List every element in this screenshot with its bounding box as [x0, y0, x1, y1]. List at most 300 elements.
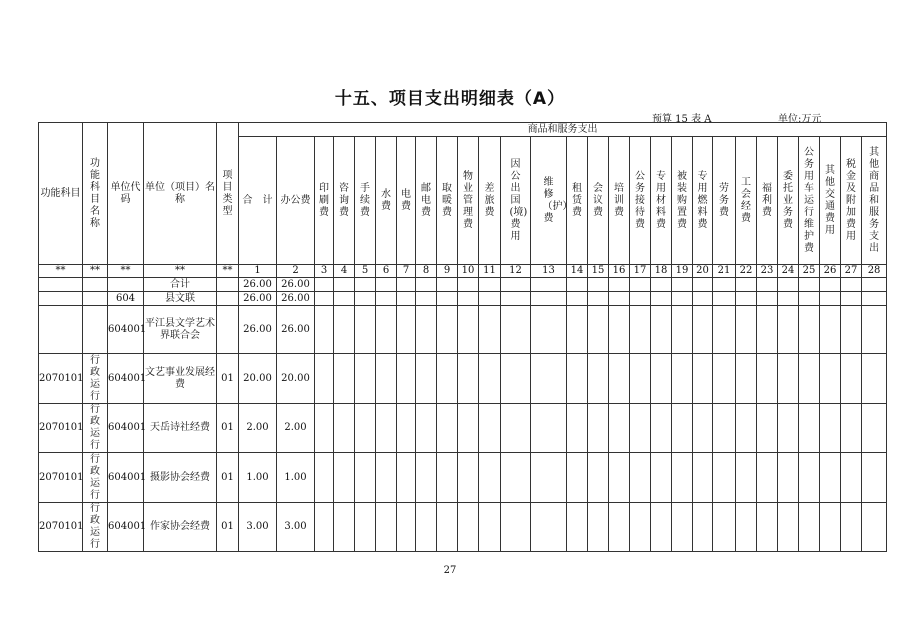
cell-empty: [334, 306, 355, 354]
header-item-4: 咨询费: [334, 137, 355, 265]
cell-office-expense: 3.00: [277, 503, 315, 552]
column-index-cell: 14: [567, 265, 588, 278]
column-index-cell: 5: [355, 265, 376, 278]
cell-empty: [693, 503, 713, 552]
cell-empty: [376, 404, 397, 453]
cell-subject-name: 行政运行: [83, 503, 108, 552]
column-index-cell: 15: [588, 265, 609, 278]
cell-empty: [437, 404, 458, 453]
cell-empty: [397, 503, 416, 552]
header-item-10: 物业管理费: [458, 137, 479, 265]
cell-empty: [397, 292, 416, 306]
cell-subject-name: [83, 292, 108, 306]
cell-empty: [862, 306, 887, 354]
cell-unit-name: 平江县文学艺术界联合会: [144, 306, 217, 354]
column-index-cell: 11: [479, 265, 501, 278]
cell-empty: [693, 292, 713, 306]
cell-unit-code: [108, 278, 144, 292]
cell-empty: [416, 453, 437, 503]
cell-empty: [416, 404, 437, 453]
cell-empty: [672, 503, 693, 552]
cell-empty: [397, 404, 416, 453]
cell-empty: [501, 354, 531, 404]
cell-total: 2.00: [239, 404, 277, 453]
cell-empty: [841, 503, 862, 552]
cell-empty: [531, 503, 567, 552]
cell-unit-name: 合计: [144, 278, 217, 292]
cell-empty: [567, 292, 588, 306]
header-item-24: 委托业务费: [778, 137, 799, 265]
cell-empty: [588, 306, 609, 354]
cell-total: 1.00: [239, 453, 277, 503]
cell-empty: [609, 503, 630, 552]
cell-empty: [820, 278, 841, 292]
header-item-26: 其他交通费用: [820, 137, 841, 265]
cell-empty: [416, 292, 437, 306]
cell-empty: [334, 292, 355, 306]
cell-empty: [416, 354, 437, 404]
cell-function-code: 2070101: [39, 503, 83, 552]
cell-empty: [531, 453, 567, 503]
cell-unit-code: 604001: [108, 404, 144, 453]
header-office-expense: 办公费: [277, 137, 315, 265]
cell-empty: [778, 278, 799, 292]
cell-empty: [355, 278, 376, 292]
cell-subject-name: 行政运行: [83, 453, 108, 503]
column-index-cell: 18: [651, 265, 672, 278]
cell-empty: [862, 278, 887, 292]
cell-empty: [458, 292, 479, 306]
cell-empty: [334, 453, 355, 503]
cell-empty: [376, 453, 397, 503]
cell-empty: [416, 278, 437, 292]
cell-unit-name: 作家协会经费: [144, 503, 217, 552]
cell-empty: [736, 453, 757, 503]
cell-office-expense: 1.00: [277, 453, 315, 503]
header-item-13: 维修（护）费: [531, 137, 567, 265]
column-index-cell: **: [144, 265, 217, 278]
column-index-cell: 16: [609, 265, 630, 278]
cell-subject-name: 行政运行: [83, 354, 108, 404]
cell-empty: [397, 306, 416, 354]
table-row: [39, 354, 887, 404]
header-item-15: 会议费: [588, 137, 609, 265]
cell-empty: [609, 453, 630, 503]
cell-empty: [713, 354, 736, 404]
cell-empty: [630, 503, 651, 552]
cell-empty: [672, 453, 693, 503]
header-item-23: 福利费: [757, 137, 778, 265]
cell-total: 3.00: [239, 503, 277, 552]
cell-empty: [437, 354, 458, 404]
cell-empty: [693, 278, 713, 292]
column-index-cell: 24: [778, 265, 799, 278]
cell-empty: [820, 503, 841, 552]
cell-empty: [736, 306, 757, 354]
cell-unit-code: 604001: [108, 503, 144, 552]
cell-empty: [609, 306, 630, 354]
header-item-6: 水费: [376, 137, 397, 265]
cell-unit-name: 天岳诗社经费: [144, 404, 217, 453]
cell-empty: [841, 453, 862, 503]
column-index-cell: **: [217, 265, 239, 278]
cell-empty: [567, 306, 588, 354]
cell-empty: [397, 453, 416, 503]
cell-empty: [416, 306, 437, 354]
cell-empty: [588, 292, 609, 306]
cell-empty: [778, 503, 799, 552]
cell-empty: [479, 453, 501, 503]
header-item-8: 邮电费: [416, 137, 437, 265]
cell-function-code: [39, 278, 83, 292]
cell-empty: [736, 292, 757, 306]
cell-empty: [376, 278, 397, 292]
cell-empty: [862, 404, 887, 453]
header-item-5: 手续费: [355, 137, 376, 265]
cell-empty: [458, 306, 479, 354]
cell-empty: [841, 292, 862, 306]
cell-empty: [355, 354, 376, 404]
header-item-22: 工会经费: [736, 137, 757, 265]
cell-empty: [501, 292, 531, 306]
cell-unit-name: 县文联: [144, 292, 217, 306]
cell-empty: [778, 354, 799, 404]
cell-empty: [479, 292, 501, 306]
cell-empty: [355, 292, 376, 306]
column-index-cell: 13: [531, 265, 567, 278]
budget-table-ref: 预算 15 表 A: [652, 114, 712, 125]
cell-empty: [672, 404, 693, 453]
expenditure-table: [38, 122, 887, 552]
cell-empty: [437, 306, 458, 354]
cell-function-code: 2070101: [39, 404, 83, 453]
cell-empty: [437, 278, 458, 292]
cell-empty: [713, 453, 736, 503]
column-index-cell: 12: [501, 265, 531, 278]
cell-empty: [355, 404, 376, 453]
table-row: [39, 503, 887, 552]
cell-function-code: 2070101: [39, 354, 83, 404]
cell-empty: [757, 292, 778, 306]
cell-empty: [713, 503, 736, 552]
cell-empty: [531, 404, 567, 453]
cell-empty: [820, 354, 841, 404]
cell-empty: [315, 453, 334, 503]
header-item-25: 公务用车运行维护费: [799, 137, 820, 265]
cell-empty: [757, 278, 778, 292]
column-index-cell: 2: [277, 265, 315, 278]
cell-empty: [588, 278, 609, 292]
cell-unit-code: 604: [108, 292, 144, 306]
column-index-cell: 6: [376, 265, 397, 278]
cell-empty: [757, 404, 778, 453]
cell-empty: [651, 306, 672, 354]
cell-empty: [672, 306, 693, 354]
cell-unit-code: 604001: [108, 306, 144, 354]
cell-empty: [693, 453, 713, 503]
cell-empty: [630, 306, 651, 354]
cell-empty: [820, 292, 841, 306]
cell-office-expense: 26.00: [277, 278, 315, 292]
cell-project-type: 01: [217, 354, 239, 404]
cell-empty: [651, 404, 672, 453]
cell-empty: [862, 292, 887, 306]
column-index-cell: 26: [820, 265, 841, 278]
cell-empty: [799, 292, 820, 306]
cell-empty: [315, 306, 334, 354]
cell-empty: [713, 404, 736, 453]
cell-empty: [531, 354, 567, 404]
cell-empty: [376, 354, 397, 404]
header-total: 合 计: [239, 137, 277, 265]
header-functional-subject: 功能科目: [39, 123, 83, 265]
cell-empty: [713, 306, 736, 354]
cell-empty: [778, 453, 799, 503]
cell-empty: [567, 453, 588, 503]
cell-total: 26.00: [239, 278, 277, 292]
header-item-27: 税金及附加费用: [841, 137, 862, 265]
page-title: 十五、项目支出明细表（A）: [334, 89, 566, 109]
cell-total: 26.00: [239, 306, 277, 354]
cell-empty: [416, 503, 437, 552]
cell-empty: [334, 278, 355, 292]
cell-empty: [651, 278, 672, 292]
cell-empty: [531, 278, 567, 292]
cell-empty: [841, 404, 862, 453]
cell-empty: [315, 503, 334, 552]
cell-empty: [437, 292, 458, 306]
cell-empty: [567, 503, 588, 552]
column-index-cell: **: [108, 265, 144, 278]
header-unit-name: 单位（项目）名称: [144, 123, 217, 265]
cell-empty: [820, 453, 841, 503]
cell-empty: [862, 354, 887, 404]
header-item-21: 劳务费: [713, 137, 736, 265]
header-item-20: 专用燃料费: [693, 137, 713, 265]
cell-empty: [862, 453, 887, 503]
cell-unit-code: 604001: [108, 354, 144, 404]
cell-empty: [799, 306, 820, 354]
column-index-cell: 23: [757, 265, 778, 278]
cell-unit-code: 604001: [108, 453, 144, 503]
cell-empty: [841, 354, 862, 404]
cell-empty: [458, 278, 479, 292]
column-index-cell: 27: [841, 265, 862, 278]
cell-empty: [799, 278, 820, 292]
cell-project-type: [217, 306, 239, 354]
header-item-9: 取暖费: [437, 137, 458, 265]
cell-function-code: [39, 306, 83, 354]
column-index-cell: 20: [693, 265, 713, 278]
cell-empty: [458, 503, 479, 552]
column-index-cell: 10: [458, 265, 479, 278]
cell-office-expense: 26.00: [277, 292, 315, 306]
cell-empty: [397, 354, 416, 404]
cell-project-type: [217, 292, 239, 306]
header-item-3: 印刷费: [315, 137, 334, 265]
cell-empty: [588, 503, 609, 552]
cell-subject-name: 行政运行: [83, 404, 108, 453]
cell-function-code: 2070101: [39, 453, 83, 503]
column-index-cell: 22: [736, 265, 757, 278]
cell-empty: [799, 404, 820, 453]
cell-empty: [458, 354, 479, 404]
cell-empty: [630, 404, 651, 453]
cell-subject-name: [83, 306, 108, 354]
cell-empty: [501, 503, 531, 552]
cell-empty: [588, 404, 609, 453]
cell-empty: [479, 404, 501, 453]
cell-empty: [501, 404, 531, 453]
cell-empty: [458, 453, 479, 503]
header-goods-services-group: 商品和服务支出: [239, 123, 887, 137]
cell-empty: [651, 503, 672, 552]
cell-empty: [609, 292, 630, 306]
cell-empty: [437, 453, 458, 503]
cell-empty: [820, 404, 841, 453]
cell-office-expense: 20.00: [277, 354, 315, 404]
cell-empty: [315, 404, 334, 453]
cell-empty: [315, 354, 334, 404]
cell-empty: [672, 292, 693, 306]
cell-empty: [479, 354, 501, 404]
cell-project-type: 01: [217, 503, 239, 552]
cell-empty: [757, 453, 778, 503]
cell-empty: [862, 503, 887, 552]
header-item-14: 租赁费: [567, 137, 588, 265]
cell-empty: [479, 503, 501, 552]
cell-empty: [693, 404, 713, 453]
table-row: [39, 453, 887, 503]
cell-total: 26.00: [239, 292, 277, 306]
cell-empty: [376, 292, 397, 306]
cell-office-expense: 26.00: [277, 306, 315, 354]
table-row: [39, 404, 887, 453]
cell-empty: [334, 354, 355, 404]
cell-empty: [397, 278, 416, 292]
table-row: [39, 292, 887, 306]
cell-empty: [651, 292, 672, 306]
cell-empty: [820, 306, 841, 354]
cell-empty: [630, 278, 651, 292]
cell-empty: [588, 453, 609, 503]
cell-empty: [693, 354, 713, 404]
cell-empty: [567, 354, 588, 404]
table-row: [39, 278, 887, 292]
cell-empty: [458, 404, 479, 453]
column-index-cell: 7: [397, 265, 416, 278]
header-item-11: 差旅费: [479, 137, 501, 265]
cell-empty: [334, 404, 355, 453]
cell-empty: [501, 306, 531, 354]
cell-empty: [376, 503, 397, 552]
cell-empty: [841, 306, 862, 354]
cell-empty: [567, 404, 588, 453]
cell-office-expense: 2.00: [277, 404, 315, 453]
cell-empty: [315, 278, 334, 292]
cell-empty: [799, 354, 820, 404]
header-item-18: 专用材料费: [651, 137, 672, 265]
cell-empty: [567, 278, 588, 292]
cell-empty: [588, 354, 609, 404]
cell-empty: [479, 306, 501, 354]
column-index-cell: 4: [334, 265, 355, 278]
cell-empty: [501, 453, 531, 503]
column-index-cell: 28: [862, 265, 887, 278]
cell-empty: [609, 404, 630, 453]
cell-empty: [672, 354, 693, 404]
column-index-cell: 21: [713, 265, 736, 278]
header-subject-name: 功能科目名称: [83, 123, 108, 265]
header-item-16: 培训费: [609, 137, 630, 265]
cell-empty: [437, 503, 458, 552]
cell-unit-name: 文艺事业发展经费: [144, 354, 217, 404]
cell-empty: [799, 503, 820, 552]
column-index-cell: 8: [416, 265, 437, 278]
unit-label: 单位:万元: [778, 114, 822, 125]
cell-empty: [479, 278, 501, 292]
cell-function-code: [39, 292, 83, 306]
header-item-19: 被装购置费: [672, 137, 693, 265]
cell-subject-name: [83, 278, 108, 292]
cell-empty: [334, 503, 355, 552]
cell-empty: [757, 306, 778, 354]
cell-unit-name: 摄影协会经费: [144, 453, 217, 503]
cell-empty: [531, 292, 567, 306]
cell-empty: [713, 292, 736, 306]
cell-empty: [672, 278, 693, 292]
cell-project-type: 01: [217, 404, 239, 453]
header-item-28: 其他商品和服务支出: [862, 137, 887, 265]
cell-empty: [630, 453, 651, 503]
cell-project-type: 01: [217, 453, 239, 503]
cell-empty: [778, 292, 799, 306]
header-item-17: 公务接待费: [630, 137, 651, 265]
cell-empty: [355, 306, 376, 354]
column-index-cell: **: [83, 265, 108, 278]
cell-project-type: [217, 278, 239, 292]
cell-empty: [713, 278, 736, 292]
cell-empty: [757, 503, 778, 552]
cell-empty: [757, 354, 778, 404]
column-index-cell: 25: [799, 265, 820, 278]
cell-empty: [531, 306, 567, 354]
cell-empty: [355, 503, 376, 552]
cell-empty: [778, 404, 799, 453]
cell-empty: [693, 306, 713, 354]
table-row: [39, 306, 887, 354]
column-index-cell: 3: [315, 265, 334, 278]
cell-empty: [376, 306, 397, 354]
cell-empty: [630, 292, 651, 306]
header-item-12: 因公出国(境)费用: [501, 137, 531, 265]
cell-empty: [315, 292, 334, 306]
cell-empty: [841, 278, 862, 292]
cell-empty: [630, 354, 651, 404]
cell-empty: [736, 354, 757, 404]
cell-empty: [501, 278, 531, 292]
page-number: 27: [443, 565, 457, 576]
cell-empty: [736, 278, 757, 292]
cell-empty: [778, 306, 799, 354]
cell-empty: [609, 354, 630, 404]
header-unit-code: 单位代码: [108, 123, 144, 265]
cell-empty: [609, 278, 630, 292]
column-index-cell: **: [39, 265, 83, 278]
header-project-type: 项目类型: [217, 123, 239, 265]
cell-total: 20.00: [239, 354, 277, 404]
header-item-7: 电费: [397, 137, 416, 265]
